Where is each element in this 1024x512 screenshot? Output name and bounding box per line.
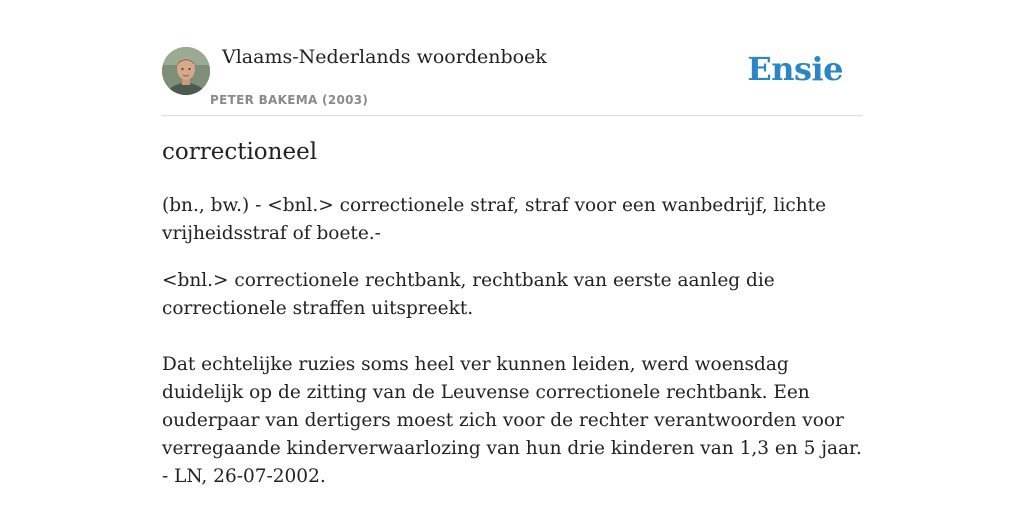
definition-paragraph: (bn., bw.) - <bnl.> correctionele straf, straf voor een wanbedrijf, lichte vrijheidsstraf of boete.-	[162, 195, 827, 244]
definition-paragraph: <bnl.> correctionele rechtbank, rechtbank van eerste aanleg die correctionele straffen uitspreekt.	[162, 270, 775, 319]
headword: correctioneel	[162, 139, 318, 165]
example-quote-paragraph: Dat echtelijke ruzies soms heel ver kunnen leiden, werd woensdag duidelijk op de zitting van de Leuvense correctionele rechtbank. Een ouderpaar van dertigers moest zich voor de rechter verantwoorden voor verregaande kinderverwaarlozing van hun drie kinderen van 1,3 en 5 jaar. - LN, 26-07-2002.	[162, 354, 862, 487]
ensie-logo[interactable]: Ensie	[747, 50, 843, 88]
author-portrait-icon	[162, 47, 210, 95]
author-avatar[interactable]	[162, 47, 210, 95]
author-name[interactable]: PETER BAKEMA (2003)	[210, 93, 369, 107]
header-divider	[162, 115, 862, 116]
dictionary-title[interactable]: Vlaams-Nederlands woordenboek	[222, 46, 547, 68]
entry-card	[162, 0, 862, 512]
